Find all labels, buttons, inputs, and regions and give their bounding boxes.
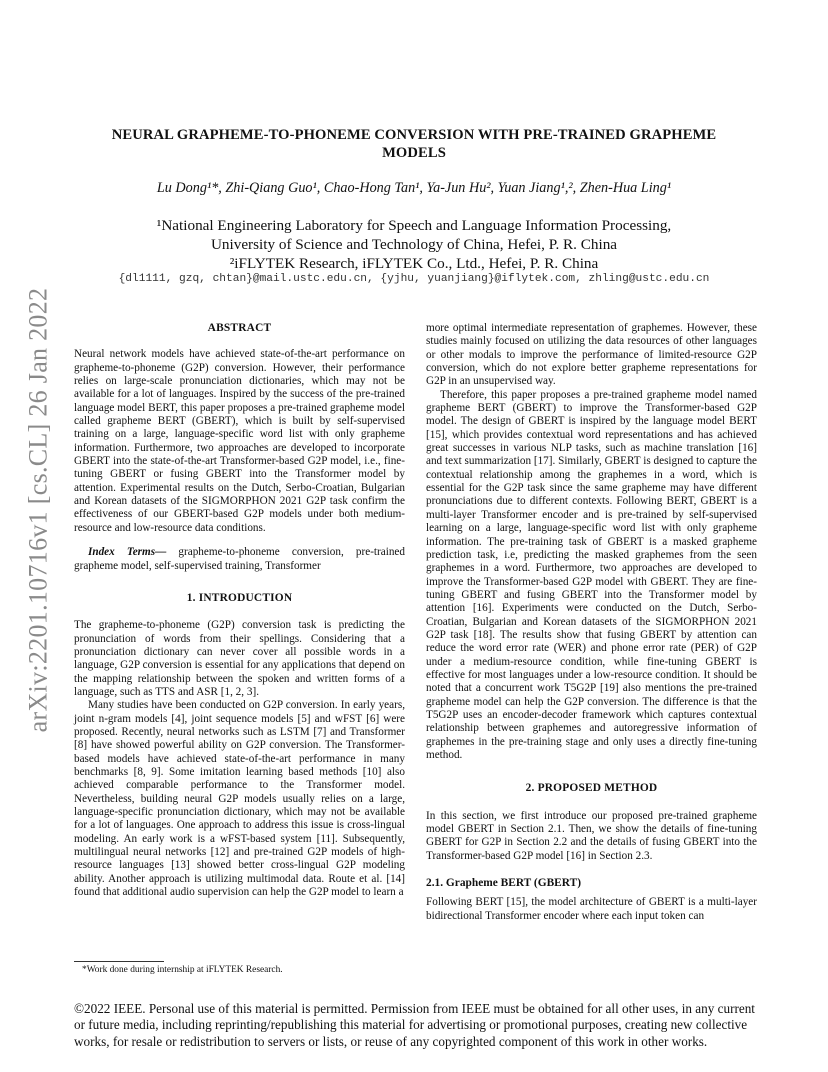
footnote-divider: [74, 961, 164, 962]
right-column: [426, 322, 757, 923]
author-list: Lu Dong¹*, Zhi-Qiang Guo¹, Chao-Hong Tan¹, Ya-Jun Hu², Yuan Jiang¹,², Zhen-Hua Ling¹: [156, 180, 672, 196]
left-column: [74, 322, 405, 899]
proposed-method-heading: 2. PROPOSED METHOD: [525, 782, 658, 795]
title-line-2: MODELS: [382, 145, 446, 161]
index-terms-text: grapheme-to-phoneme conversion, pre-trained grapheme model, self-supervised training, Transformer: [74, 546, 405, 572]
author-emails: {dl1111, gzq, chtan}@mail.ustc.edu.cn, {yjhu, yuanjiang}@iflytek.com, zhling@ustc.edu.cn: [118, 273, 710, 285]
intro-paragraph-1: The grapheme-to-phoneme (G2P) conversion task is predicting the pronunciation of words from their spellings. Considering that a pronunciation dictionary can never cover all possible words in a language, G2P conversion is essential for any applications that depend on the mapping relationship between the spoken and written forms of a language, such as TTS and ASR [1, 2, 3].: [74, 619, 405, 698]
copyright-notice: ©2022 IEEE. Personal use of this material is permitted. Permission from IEEE must be obtained for all other uses, in any current or future media, including reprinting/republishing this material for advertising or promotional purposes, creating new collective works, for resale or redistribution to servers or lists, or reuse of any copyrighted component of this work in other works.: [74, 1001, 755, 1049]
arxiv-identifier-text: arXiv:2201.10716v1 [cs.CL] 26 Jan 2022: [23, 287, 52, 733]
method-paragraph-1: In this section, we first introduce our proposed pre-trained grapheme model GBERT in Section 2.1. Then, we show the details of fine-tuning GBERT for G2P in Section 2.2 and the details of fusing GBERT into the Transformer-based G2P model [16] in Section 2.3.: [426, 809, 757, 862]
abstract-heading: ABSTRACT: [207, 322, 272, 334]
index-terms-label: Index Terms—: [88, 546, 167, 559]
intro-paragraph-2: Many studies have been conducted on G2P conversion. In early years, joint n-gram models [4], joint sequence models [5] and wFST [6] were proposed. Recently, neural networks such as LSTM [7] and Transformer [8] have showed powerful ability on G2P conversion. The Transformer-based models have achieved state-of-the-art performance in many benchmarks [8, 9]. Some imitation learning based methods [10] also achieved comparable performance to the Transformer model. Nevertheless, building neural G2P models usually relies on a large, language-specific pronunciation dictionary, which may not be available for a lot of languages. One approach to address this issue is cross-lingual modeling. An early work is a wFST-based system [11]. Subsequently, multilingual neural networks [12] and pre-trained G2P models of high-resource languages [13] showed better cross-lingual G2P modeling ability. Another approach is utilizing multimodal data. Route et al. [14] found that additional audio supervision can help the G2P model to learn a: [74, 699, 405, 899]
affiliations: [74, 216, 754, 273]
affiliation-line: ²iFLYTEK Research, iFLYTEK Co., Ltd., Hefei, P. R. China: [229, 255, 599, 272]
footnote: *Work done during internship at iFLYTEK Research.: [82, 965, 283, 975]
introduction-heading: 1. INTRODUCTION: [186, 591, 293, 604]
arxiv-identifier-stamp: [16, 287, 60, 733]
index-terms: [74, 546, 405, 573]
affiliation-line: University of Science and Technology of China, Hefei, P. R. China: [210, 236, 618, 253]
method-paragraph-2: Following BERT [15], the model architecture of GBERT is a multi-layer bidirectional Transformer encoder where each input token can: [426, 896, 757, 922]
intro-paragraph-3: more optimal intermediate representation of graphemes. However, these studies mainly focused on utilizing the data resources of other languages or other modals to improve the performance of limited-resource G2P conversion, which do not explore better grapheme representations for G2P in an unsupervised way.: [426, 322, 757, 388]
abstract-text: Neural network models have achieved state-of-the-art performance on grapheme-to-phoneme (G2P) conversion. However, their performance relies on large-scale pronunciation dictionaries, which may not be available for a lot of languages. Inspired by the success of the pre-trained language model BERT, this paper proposes a pre-trained grapheme model called grapheme BERT (GBERT), which is built by self-supervised training on a large, language-specific word list with only grapheme information. Furthermore, two approaches are developed to incorporate GBERT into the state-of-the-art Transformer-based G2P model, i.e., fine-tuning GBERT or fusing GBERT into the Transformer model by attention. Experimental results on the Dutch, Serbo-Croatian, Bulgarian and Korean datasets of the SIGMORPHON 2021 G2P task confirm the effectiveness of our GBERT-based G2P models under both medium-resource and low-resource data conditions.: [74, 348, 405, 534]
gbert-subheading: 2.1. Grapheme BERT (GBERT): [426, 877, 581, 890]
title-line-1: NEURAL GRAPHEME-TO-PHONEME CONVERSION WITH PRE-TRAINED GRAPHEME: [111, 127, 717, 143]
affiliation-line: ¹National Engineering Laboratory for Speech and Language Information Processing,: [156, 217, 672, 234]
paper-title: [74, 126, 754, 162]
intro-paragraph-4: Therefore, this paper proposes a pre-trained grapheme model named grapheme BERT (GBERT) to improve the Transformer-based G2P model. The design of GBERT is inspired by the language model BERT [15], which provides contextual word representations and has achieved great successes in various NLP tasks, such as machine translation [16] and text summarization [17]. Similarly, GBERT is designed to capture the contextual relationship among the graphemes in a word, which is essential for the G2P task since the same grapheme may have different pronunciations due to different contexts. Following BERT, GBERT is a multi-layer Transformer encoder and is pre-trained by self-supervised learning on a large, language-specific word list with only grapheme information. The pre-training task of GBERT is a masked grapheme prediction task, i.e, predicting the masked graphemes from the seen graphemes in a word. Furthermore, two approaches are developed to improve the Transformer-based G2P model with GBERT. They are fine-tuning GBERT and fusing GBERT into the Transformer model by attention [16]. Experiments were conducted on the Dutch, Serbo-Croatian, Bulgarian and Korean datasets of the SIGMORPHON 2021 G2P task [18]. The results show that fusing GBERT by attention can reduce the word error rate (WER) and phone error rate (PER) of G2P under a medium-resource condition, while fine-tuning GBERT is effective for most languages under a low-resource condition. It should be noted that a concurrent work T5G2P [19] also mentions the pre-trained grapheme model can help the G2P conversion. The difference is that the T5G2P uses an encoder-decoder framework which captures contextual relationship between graphemes and autoregressive information of graphemes in the pre-training stage and only uses a directly fine-tuning method.: [426, 388, 757, 761]
